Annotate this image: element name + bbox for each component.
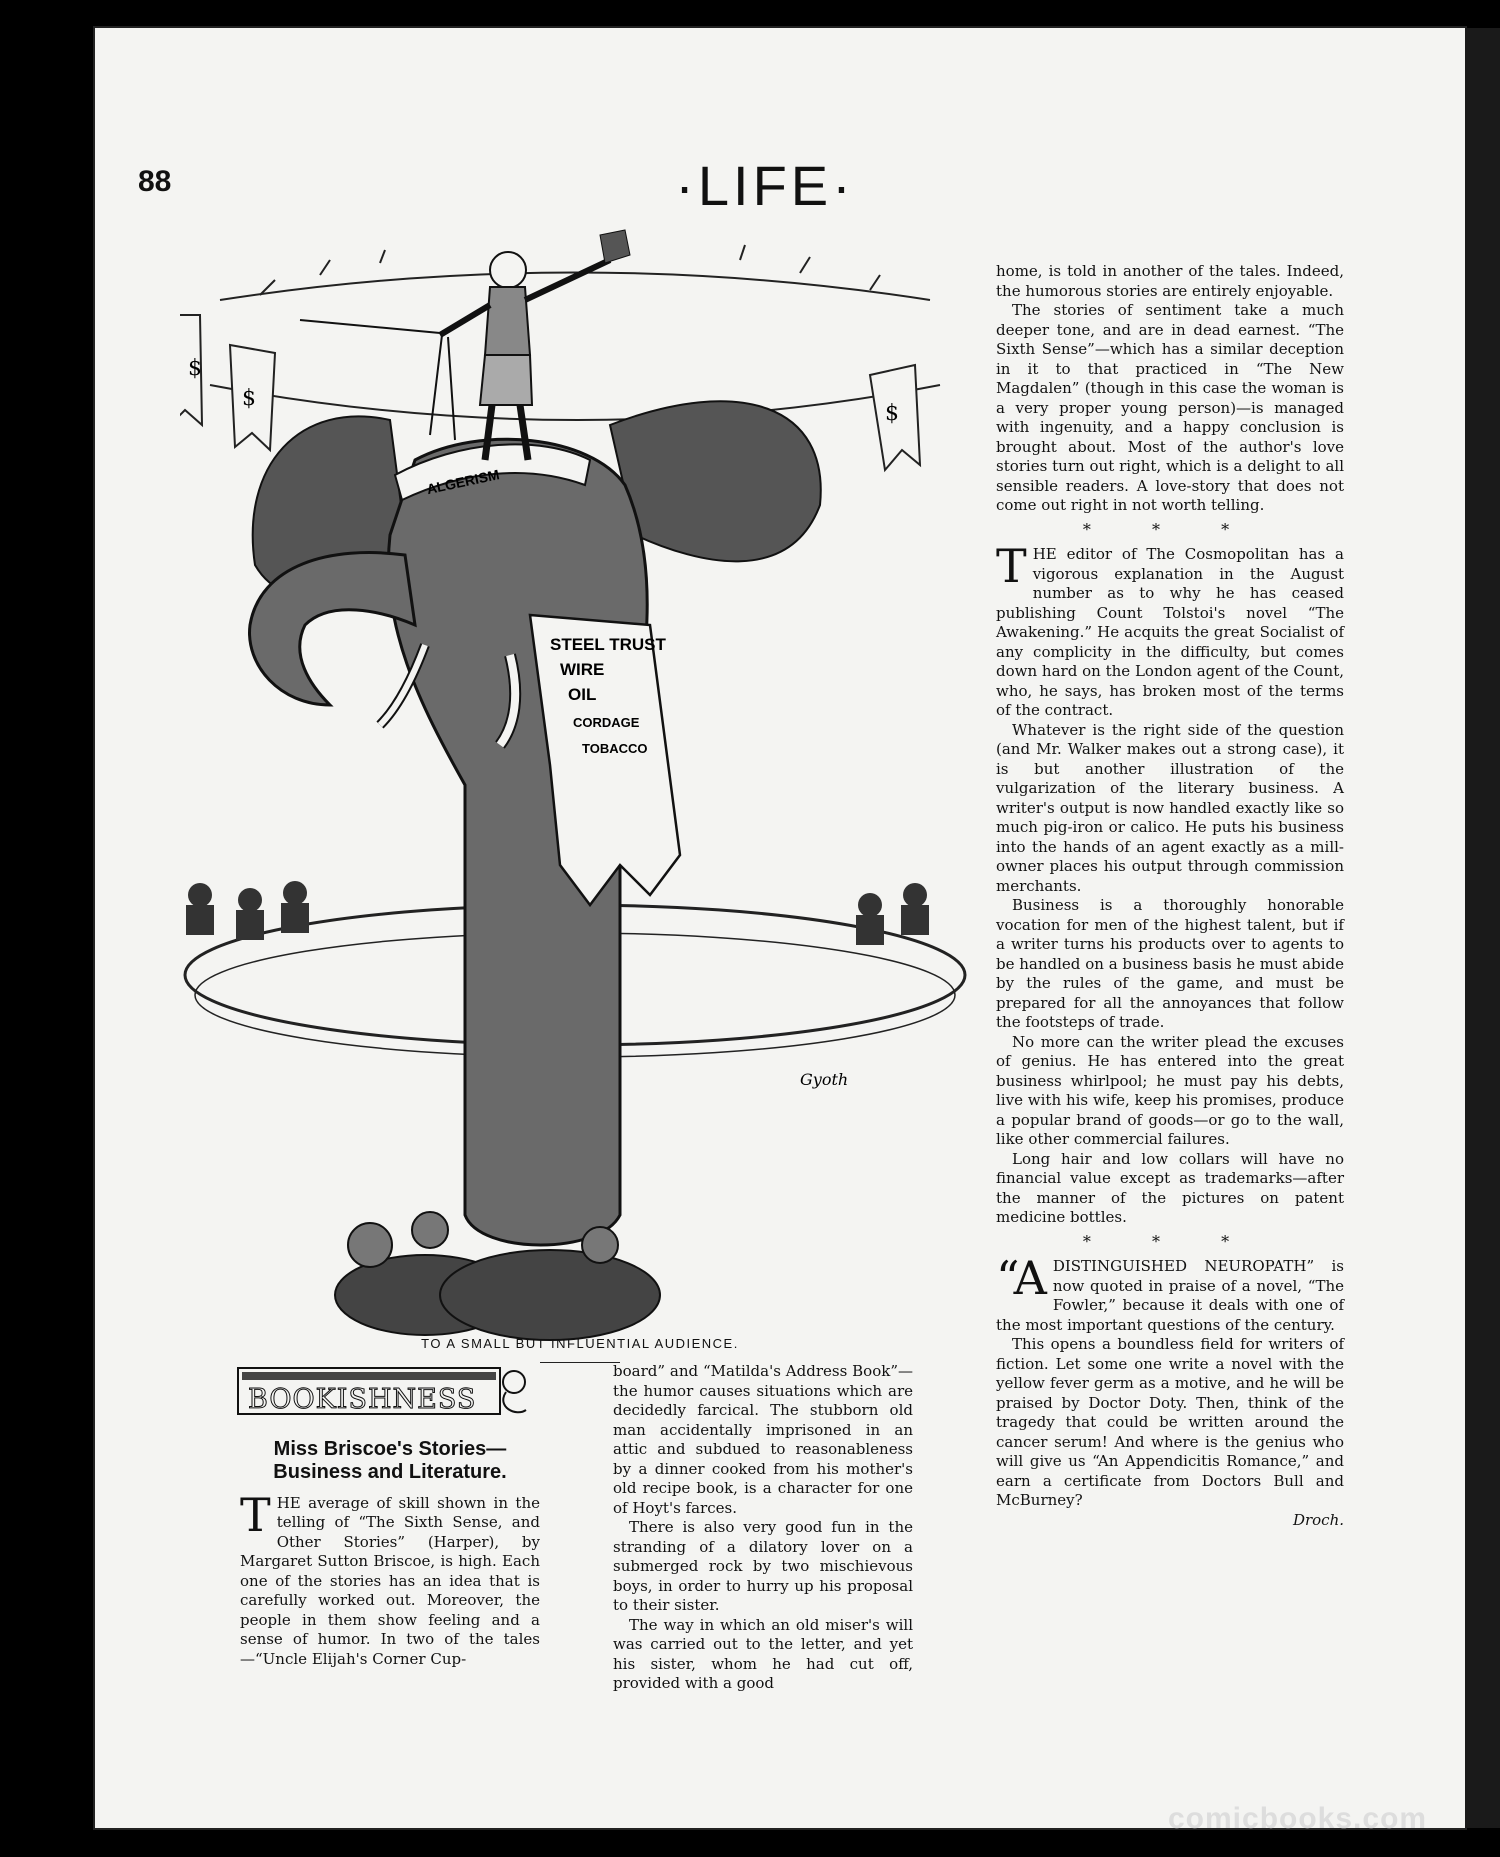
scan-top-edge xyxy=(0,0,1500,28)
column-1 xyxy=(240,1362,540,1669)
blanket-line-5: TOBACCO xyxy=(582,741,648,756)
svg-text:$: $ xyxy=(885,401,899,426)
section-separator-1: * * * xyxy=(1082,519,1258,539)
article-title: Miss Briscoe's Stories—Business and Literature. xyxy=(273,1437,507,1483)
svg-text:$: $ xyxy=(188,356,202,381)
author-signature: Droch. xyxy=(1292,1510,1344,1529)
col3-paragraph-1: home, is told in another of the tales. Indeed, the humorous stories are entirely enjoyable. xyxy=(996,262,1344,300)
svg-text:$: $ xyxy=(242,386,256,411)
dropcap-t: T xyxy=(240,1487,271,1542)
page-number: 88 xyxy=(138,165,172,198)
column-3 xyxy=(996,262,1344,1530)
col3-paragraph-9: This opens a boundless field for writers of fiction. Let some one write a novel with the yellow fever germ as a motive, and he will be praised by Doctor Doty. Then, think of the tragedy that could be written around the cancer serum! And where is the genius who will give us “An Appendicitis Romance,” and earn a certificate from Doctors Bull and McBurney? xyxy=(996,1335,1344,1509)
blanket-line-1: STEEL TRUST xyxy=(550,635,666,654)
col3-paragraph-4: Whatever is the right side of the question (and Mr. Walker makes out a strong case), it is but another illustration of the vulgarization of the literary business. A writer's output is now handled exactly like so much pig-iron or calico. He puts his business into the hands of an agent exactly as a mill-owner places his output through commission merchants. xyxy=(996,720,1344,895)
section-separator-2: * * * xyxy=(1082,1231,1258,1251)
artist-signature: Gyoth xyxy=(800,1070,849,1089)
column-2 xyxy=(613,1362,913,1694)
caption-divider xyxy=(540,1362,620,1363)
watermark: comicbooks.com xyxy=(1168,1802,1428,1835)
bookishness-banner xyxy=(236,1362,531,1424)
col2-paragraph-2: There is also very good fun in the stranding of a dilatory lover on a submerged rock by two mischievous boys, in order to hurry up his proposal to their sister. xyxy=(613,1518,913,1614)
blanket-line-3: OIL xyxy=(568,685,597,704)
masthead-title: ·LIFE· xyxy=(675,154,855,217)
col3-paragraph-3: HE editor of The Cosmopolitan has a vigorous explanation in the August number as to why he has ceased publishing Count Tolstoi's novel “The Awakening.” He acquits the great Socialist of any complicity in the difficulty, but comes down hard on the London agent of the Count, who, he says, has broken most of the terms of the contract. xyxy=(996,545,1344,719)
blanket-line-2: WIRE xyxy=(560,660,605,679)
col3-paragraph-6: No more can the writer plead the excuses of genius. He has entered into the great business whirlpool; he must pay his debts, live with his wife, keep his promises, produce a popular brand of goods—or go to the wall, like other commercial failures. xyxy=(996,1032,1344,1148)
cartoon-illustration xyxy=(180,205,970,1455)
headband-label: ALGERISM xyxy=(425,466,501,498)
bookishness-logo: BOOKISHNESS xyxy=(248,1384,477,1415)
col3-paragraph-7: Long hair and low collars will have no financial value except as trademarks—after the manner of the pictures on patent medicine bottles. xyxy=(996,1149,1344,1226)
col2-paragraph-3: The way in which an old miser's will was carried out to the letter, and yet his sister, whom he had cut off, provided with a good xyxy=(613,1615,913,1692)
blanket-line-4: CORDAGE xyxy=(573,715,640,730)
dropcap-t2: T xyxy=(996,539,1027,593)
col3-paragraph-8: DISTINGUISHED NEUROPATH” is now quoted in praise of a novel, “The Fowler,” because it deals with one of the most important questions of the century. xyxy=(996,1257,1344,1334)
scan-right-edge xyxy=(1465,28,1500,1828)
col3-paragraph-2: The stories of sentiment take a much deeper tone, and are in dead earnest. “The Sixth Sense”—which has a similar deception in it to that practiced in “The New Magdalen” (though in this case the woman is a very proper young person)—is managed with ingenuity, and a happy conclusion is brought about. Most of the author's love stories turn out right, which is a delight to all sensible readers. A love-story that does not come out right in not worth telling. xyxy=(996,301,1344,514)
illustration-caption: TO A SMALL BUT INFLUENTIAL AUDIENCE. xyxy=(421,1336,739,1351)
col2-paragraph-1: board” and “Matilda's Address Book”—the humor causes situations which are decidedly farcical. The stubborn old man accidentally imprisoned in an attic and subdued to reasonableness by a dinner cooked from his mother's old recipe book, is a character for one of Hoyt's farces. xyxy=(613,1362,913,1517)
col3-paragraph-5: Business is a thoroughly honorable vocation for men of the highest talent, but if a writer turns his products over to agents to be handled on a business basis he must abide by the rules of the game, and must be prepared for all the annoyances that follow the footsteps of trade. xyxy=(996,896,1344,1031)
col1-paragraph-1: HE average of skill shown in the telling of “The Sixth Sense, and Other Stories” (Harper), by Margaret Sutton Briscoe, is high. Each one of the stories has an idea that is carefully worked out. Moreover, the people in them show feeling and a sense of humor. In two of the tales—“Uncle Elijah's Corner Cup- xyxy=(240,1493,540,1668)
dropcap-a: “A xyxy=(996,1251,1047,1305)
